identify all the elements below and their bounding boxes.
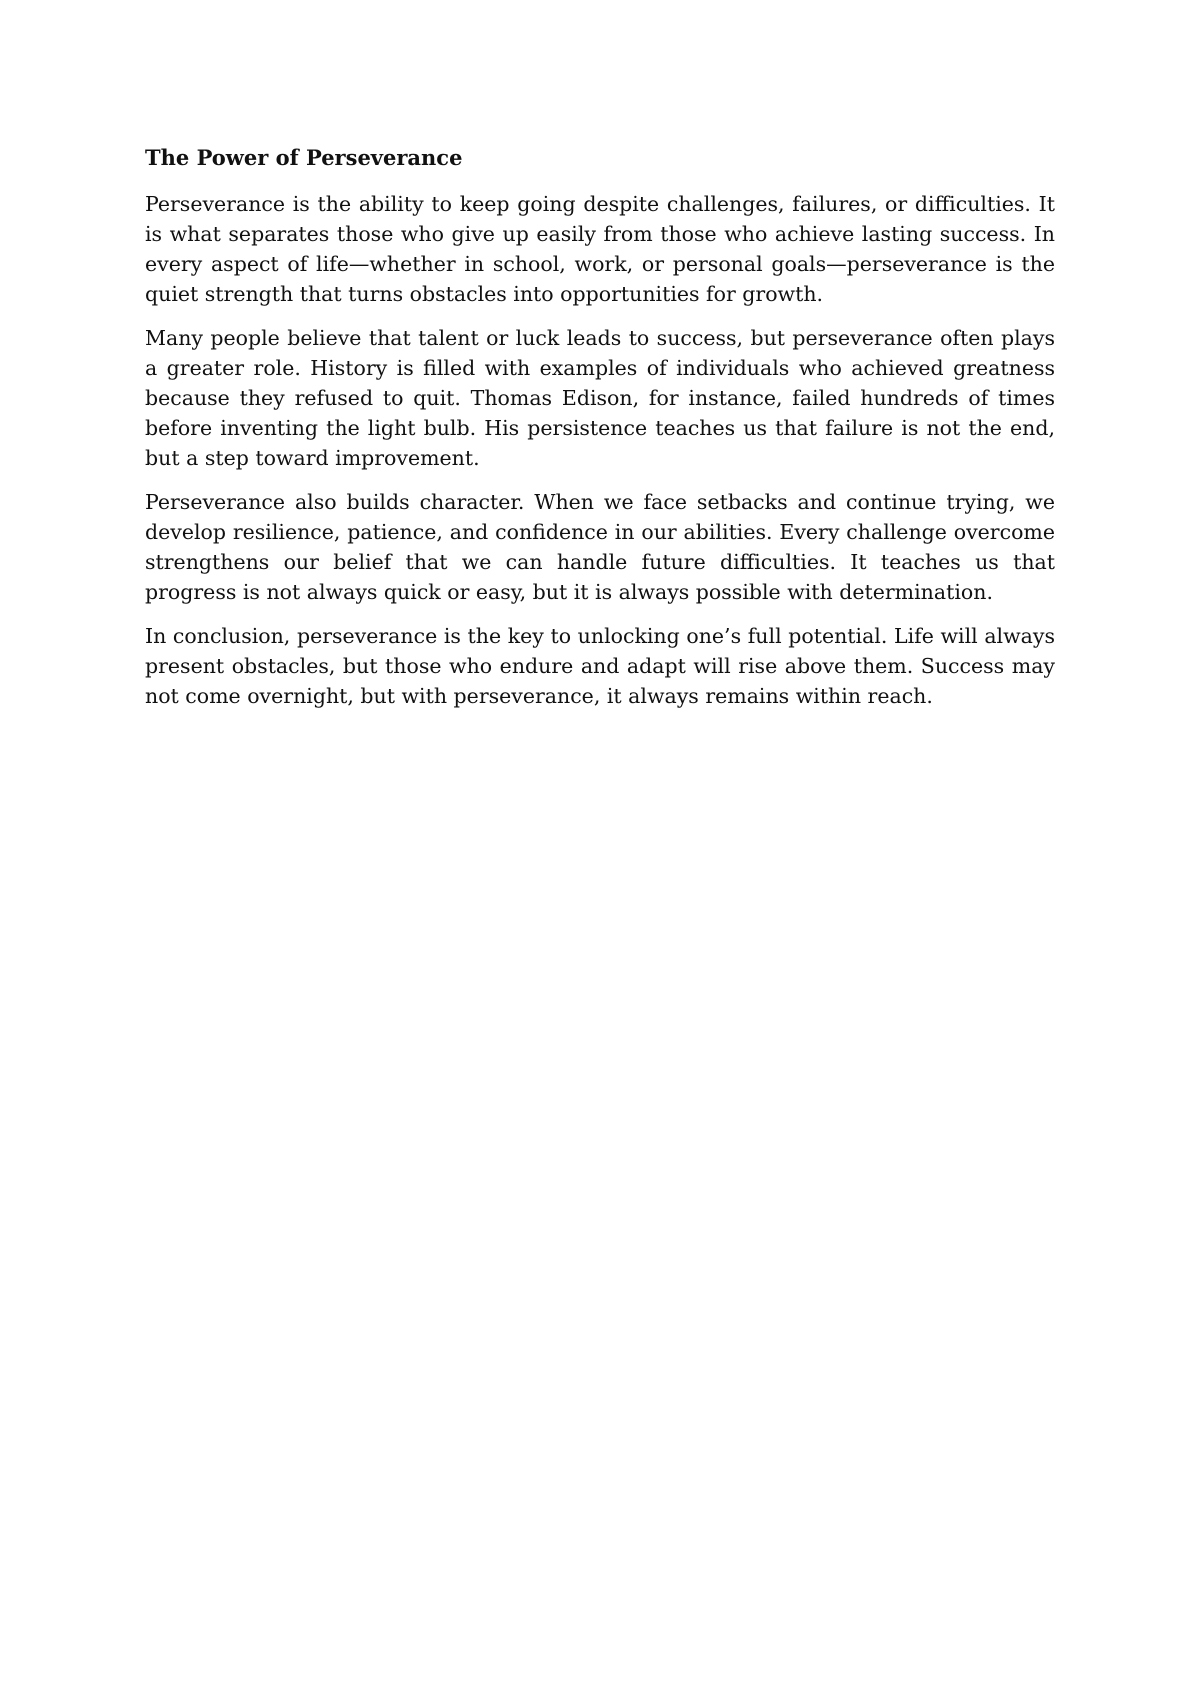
paragraph-3: Perseverance also builds character. When we face setbacks and continue trying, we develop resilience, patience, and confidence in our abilities. Every challenge overcome strengthens our belief that we can handle future difficulties. It teaches us that progress is not always quick or easy, but it is always possible with determination.: [145, 490, 1055, 604]
paragraph-1: Perseverance is the ability to keep going despite challenges, failures, or difficulties. It is what separates those who give up easily from those who achieve lasting success. In every aspect of life—whether in school, work, or personal goals—perseverance is the quiet strength that turns obstacles into opportunities for growth.: [145, 192, 1055, 306]
paragraph-2: Many people believe that talent or luck leads to success, but perseverance often plays a greater role. History is filled with examples of individuals who achieved greatness because they refused to quit. Thomas Edison, for instance, failed hundreds of times before inventing the light bulb. His persistence teaches us that failure is not the end, but a step toward improvement.: [145, 326, 1055, 470]
paragraph-4: In conclusion, perseverance is the key to unlocking one’s full potential. Life will always present obstacles, but those who endure and adapt will rise above them. Success may not come overnight, but with perseverance, it always remains within reach.: [145, 624, 1055, 708]
document-title: The Power of Perseverance: [145, 145, 463, 170]
document-body: [145, 143, 1055, 725]
